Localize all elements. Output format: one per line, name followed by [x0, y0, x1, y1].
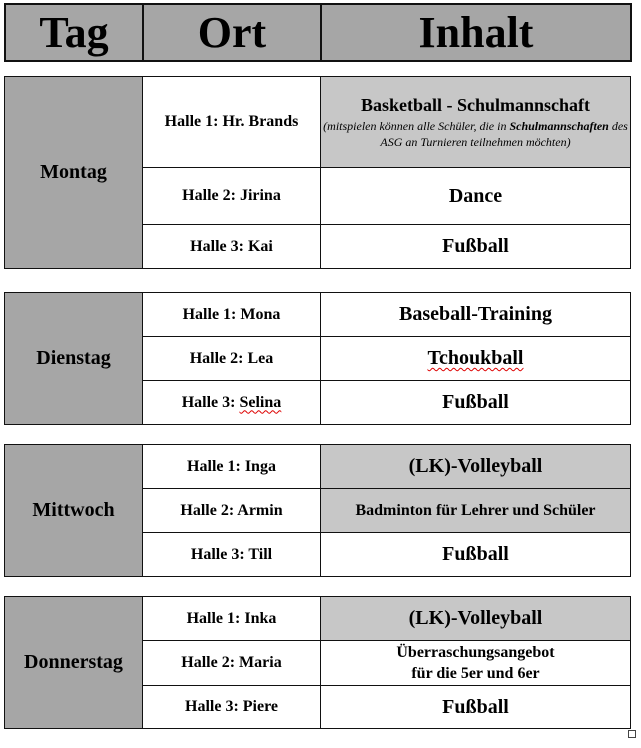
activity-line-2: für die 5er und 6er — [411, 665, 540, 682]
activity-cell: Fußball — [321, 686, 631, 729]
day-block-dienstag — [4, 292, 631, 425]
schedule-header — [4, 3, 632, 62]
activity-cell: Fußball — [321, 533, 631, 577]
activity-cell: (LK)-Volleyball — [321, 445, 631, 489]
activity-cell: Baseball-Training — [321, 293, 631, 337]
activity-cell: Fußball — [321, 225, 631, 269]
hall-name: Selina — [239, 393, 282, 411]
activity-cell — [321, 641, 631, 686]
hall-cell: Halle 2: Lea — [143, 337, 321, 381]
hall-cell: Halle 1: Mona — [143, 293, 321, 337]
hall-cell: Halle 2: Jirina — [143, 168, 321, 225]
activity-cell: Dance — [321, 168, 631, 225]
activity-cell — [321, 77, 631, 168]
activity-text: Tchoukball — [427, 347, 524, 369]
hall-cell: Halle 3: Selina — [143, 381, 321, 425]
day-label: Montag — [5, 77, 143, 269]
header-ort: Ort — [143, 4, 321, 61]
hall-cell: Halle 3: Kai — [143, 225, 321, 269]
activity-cell: Badminton für Lehrer und Schüler — [321, 489, 631, 533]
activity-title: Basketball - Schulmannschaft — [360, 94, 591, 115]
day-block-montag — [4, 76, 631, 269]
hall-cell: Halle 1: Hr. Brands — [143, 77, 321, 168]
hall-cell: Halle 1: Inka — [143, 597, 321, 641]
hall-cell: Halle 3: Piere — [143, 686, 321, 729]
activity-cell: (LK)-Volleyball — [321, 597, 631, 641]
activity-cell: Fußball — [321, 381, 631, 425]
hall-cell: Halle 2: Maria — [143, 641, 321, 686]
day-label: Dienstag — [5, 293, 143, 425]
day-block-donnerstag — [4, 596, 631, 729]
activity-cell — [321, 337, 631, 381]
activity-note: (mitspielen können alle Schüler, die in Schulmannschaften des ASG an Turnieren teilnehmen möchten) — [323, 118, 628, 149]
activity-line-1: Überraschungsangebot — [396, 644, 555, 661]
day-label: Mittwoch — [5, 445, 143, 577]
resize-handle[interactable] — [628, 730, 636, 738]
day-label: Donnerstag — [5, 597, 143, 729]
day-block-mittwoch — [4, 444, 631, 577]
hall-cell: Halle 3: Till — [143, 533, 321, 577]
hall-cell: Halle 2: Armin — [143, 489, 321, 533]
header-tag: Tag — [5, 4, 143, 61]
header-inhalt: Inhalt — [321, 4, 631, 61]
hall-cell: Halle 1: Inga — [143, 445, 321, 489]
